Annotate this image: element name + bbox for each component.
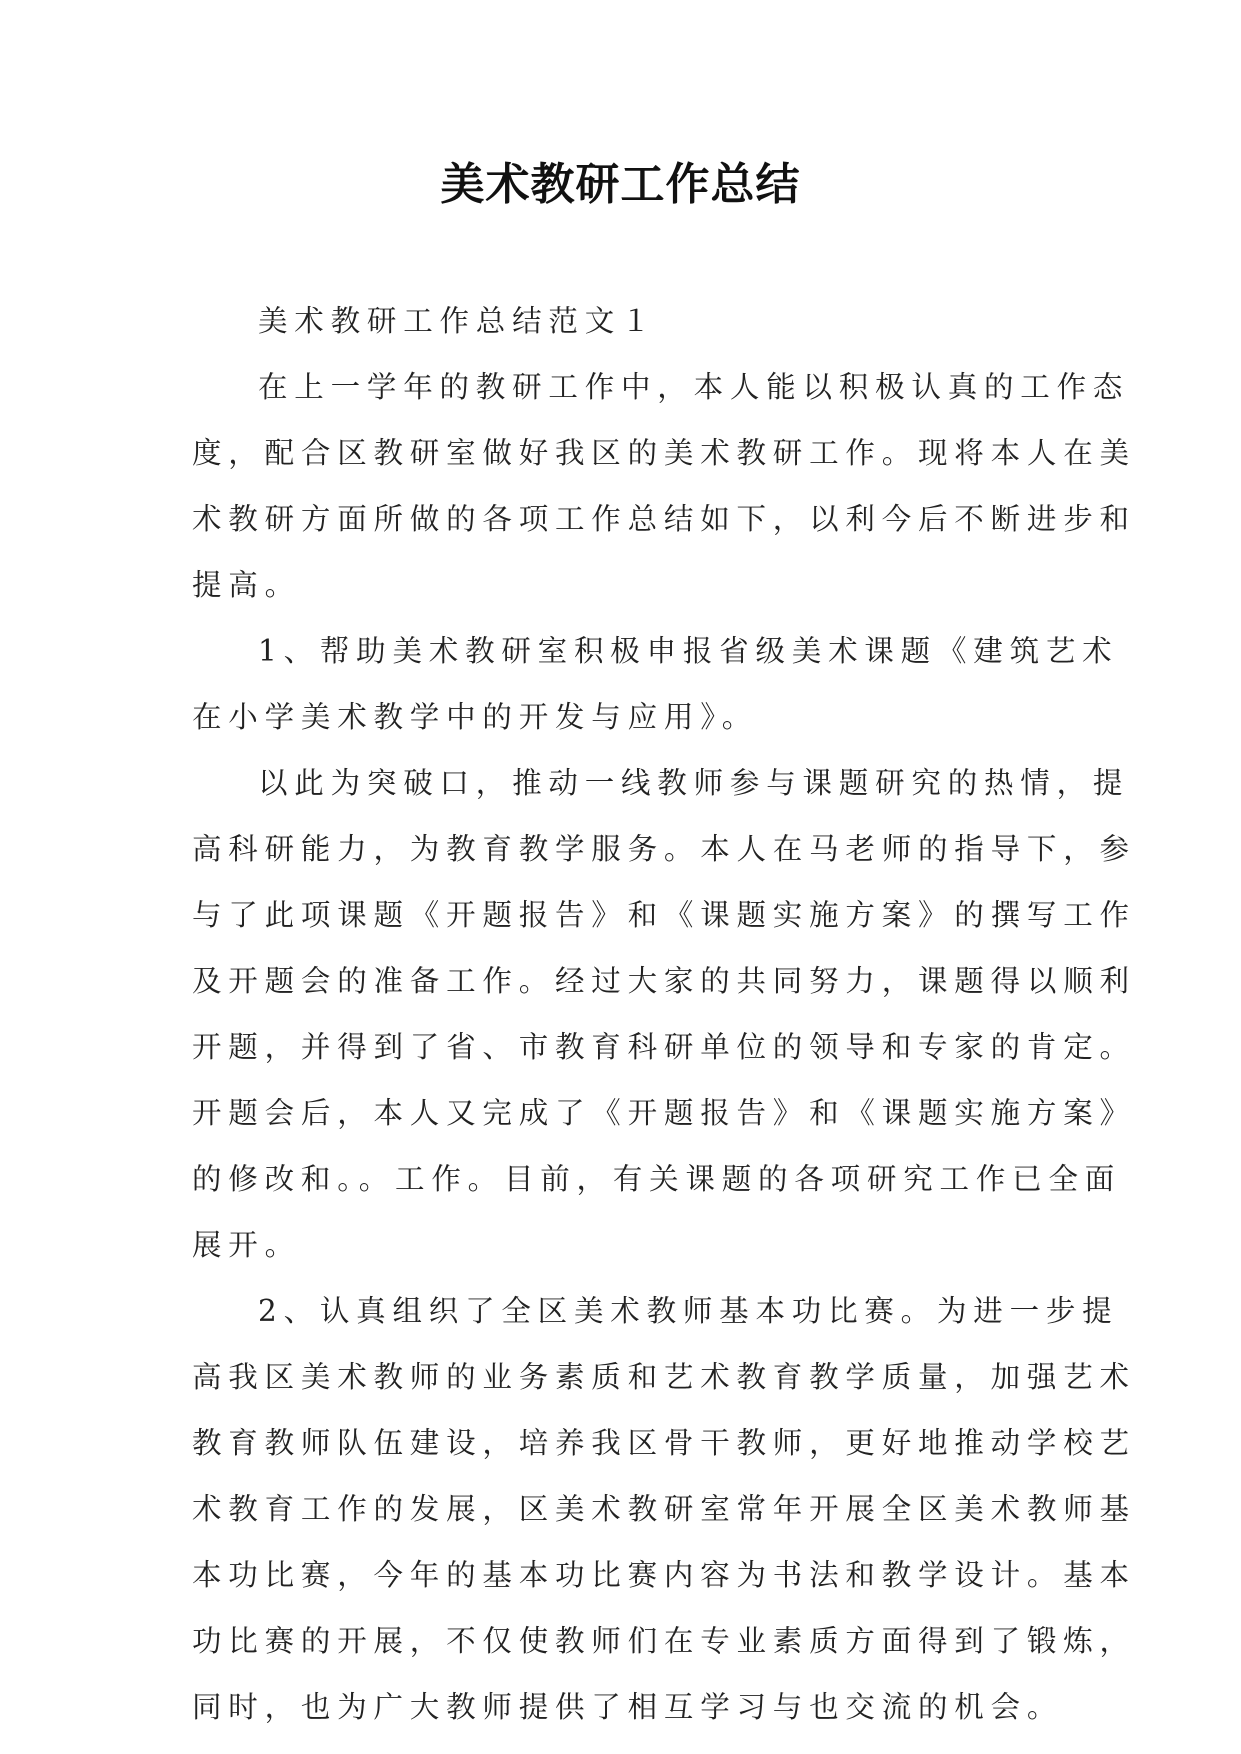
paragraph-line: 度，配合区教研室做好我区的美术教研工作。现将本人在美 xyxy=(192,436,1136,470)
paragraph-line: 高科研能力，为教育教学服务。本人在马老师的指导下，参 xyxy=(192,832,1136,866)
paragraph-line: 在上一学年的教研工作中，本人能以积极认真的工作态 xyxy=(258,370,1130,404)
paragraph-line: 高我区美术教师的业务素质和艺术教育教学质量，加强艺术 xyxy=(192,1360,1136,1394)
paragraph-line: 以此为突破口，推动一线教师参与课题研究的热情，提 xyxy=(258,766,1130,800)
paragraph-line: 在小学美术教学中的开发与应用》。 xyxy=(192,700,759,734)
document-body xyxy=(192,288,1136,1740)
paragraph-line: 教育教师队伍建设，培养我区骨干教师，更好地推动学校艺 xyxy=(192,1426,1136,1460)
paragraph-line: 开题，并得到了省、市教育科研单位的领导和专家的肯定。 xyxy=(192,1030,1136,1064)
paragraph-line: 术教研方面所做的各项工作总结如下，以利今后不断进步和 xyxy=(192,502,1136,536)
paragraph-line: 术教育工作的发展，区美术教研室常年开展全区美术教师基 xyxy=(192,1492,1136,1526)
paragraph-line: 的修改和。。工作。目前，有关课题的各项研究工作已全面 xyxy=(192,1162,1122,1196)
paragraph-line: 开题会后，本人又完成了《开题报告》和《课题实施方案》 xyxy=(192,1096,1136,1130)
paragraph-line: 及开题会的准备工作。经过大家的共同努力，课题得以顺利 xyxy=(192,964,1136,998)
paragraph-line: 本功比赛，今年的基本功比赛内容为书法和教学设计。基本 xyxy=(192,1558,1136,1592)
paragraph-line: 与了此项课题《开题报告》和《课题实施方案》的撰写工作 xyxy=(192,898,1136,932)
section-heading: 美术教研工作总结范文１ xyxy=(258,304,658,338)
paragraph-line: 功比赛的开展，不仅使教师们在专业素质方面得到了锻炼， xyxy=(192,1624,1136,1658)
paragraph-line: 1、帮助美术教研室积极申报省级美术课题《建筑艺术 xyxy=(258,634,1119,668)
paragraph-line: 2、认真组织了全区美术教师基本功比赛。为进一步提 xyxy=(258,1294,1119,1328)
paragraph-line: 同时，也为广大教师提供了相互学习与也交流的机会。 xyxy=(192,1690,1064,1724)
document-title: 美术教研工作总结 xyxy=(440,159,801,210)
paragraph-line: 展开。 xyxy=(192,1228,301,1262)
paragraph-line: 提高。 xyxy=(192,568,301,602)
